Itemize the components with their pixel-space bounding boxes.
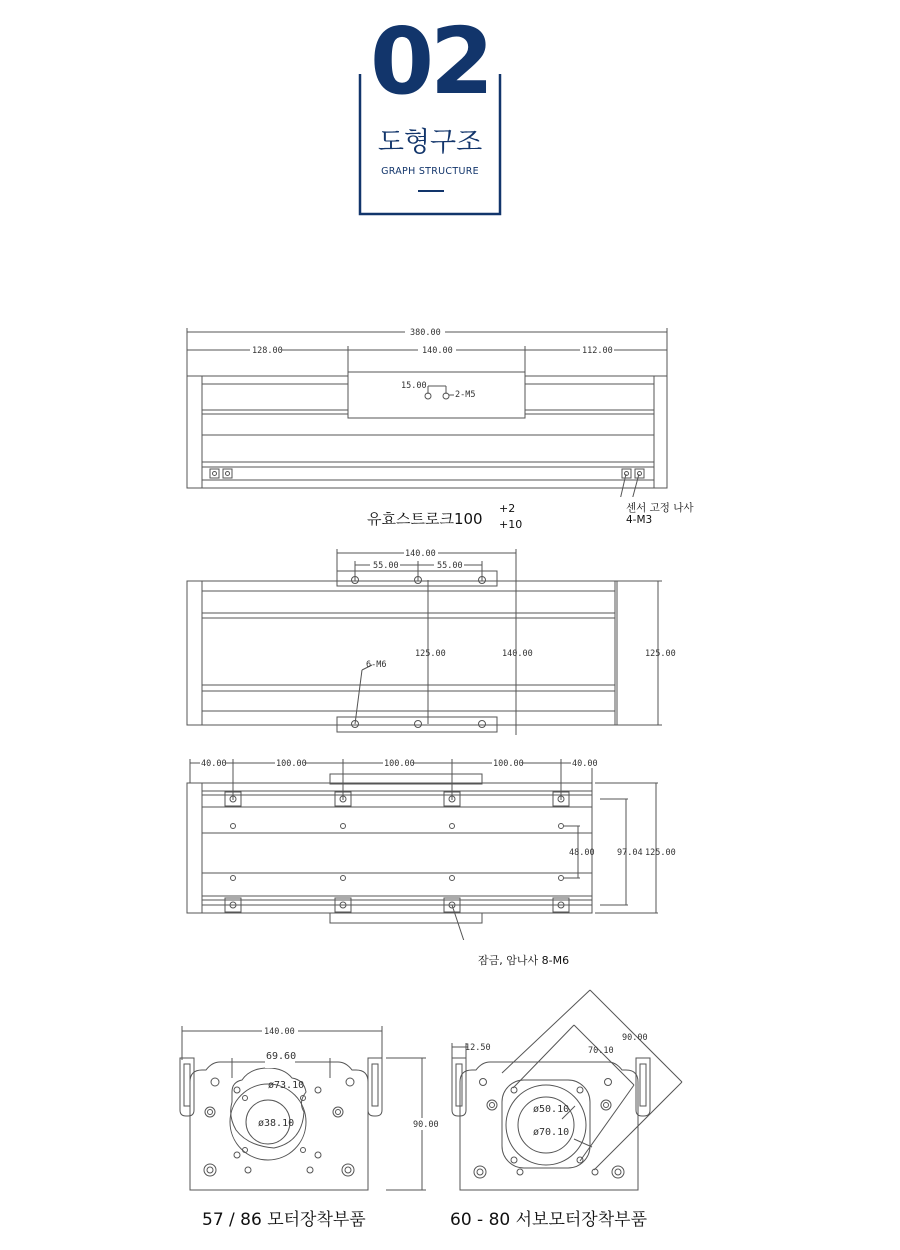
tolerance-upper: +2 xyxy=(499,502,516,515)
tolerance-lower: +10 xyxy=(499,518,523,531)
hole-label: 6-M6 xyxy=(366,660,387,670)
bolt-label: 잠금, 암나사 8-M6 xyxy=(478,954,570,967)
slider-view-drawing xyxy=(180,545,680,740)
servo-mount-60-80-drawing xyxy=(440,985,690,1195)
dim-center: 140.00 xyxy=(422,346,453,356)
dim-v2: 140.00 xyxy=(502,649,533,659)
section-number: 02 xyxy=(369,8,491,115)
dim-side: 125.00 xyxy=(645,649,676,659)
dim-4: 100.00 xyxy=(493,759,524,769)
dim-v3: 125.00 xyxy=(645,848,676,858)
dim-v1: 48.00 xyxy=(569,848,595,858)
dim-height: 90.00 xyxy=(413,1120,439,1130)
sensor-spec: 4-M3 xyxy=(626,514,653,526)
dim-left: 128.00 xyxy=(252,346,283,356)
dim-1: 40.00 xyxy=(201,759,227,769)
dim-b: 55.00 xyxy=(437,561,463,571)
hole-label: 2-M5 xyxy=(455,390,476,400)
dim-diag-outer: 90.00 xyxy=(622,1033,648,1043)
dia-outer: ø70.10 xyxy=(533,1127,570,1138)
sensor-label: 센서 고정 나사 xyxy=(626,502,694,514)
motor-mount-57-86-drawing xyxy=(170,1020,450,1195)
dia-inner: ø50.10 xyxy=(533,1104,570,1115)
header-underline xyxy=(418,190,444,192)
top-view-drawing xyxy=(180,322,680,497)
dim-hole: 15.00 xyxy=(401,381,427,391)
dim-a: 55.00 xyxy=(373,561,399,571)
section-title: 도형구조 xyxy=(377,127,483,158)
bottom-view-drawing xyxy=(180,755,680,940)
dim-total: 380.00 xyxy=(410,328,441,338)
dim-5: 40.00 xyxy=(572,759,598,769)
stroke-label: 유효스트로크100 xyxy=(367,510,483,528)
dim-diag-inner: 70.10 xyxy=(588,1046,614,1056)
section-subtitle: GRAPH STRUCTURE xyxy=(381,166,479,177)
dim-2: 100.00 xyxy=(276,759,307,769)
dim-inner: 69.60 xyxy=(266,1051,297,1062)
dim-v2: 97.04 xyxy=(617,848,643,858)
dim-v1: 125.00 xyxy=(415,649,446,659)
dia-outer: ø73.10 xyxy=(268,1080,305,1091)
dim-3: 100.00 xyxy=(384,759,415,769)
dim-edge: 12.50 xyxy=(465,1043,491,1053)
dim-top: 140.00 xyxy=(405,549,436,559)
caption-57-86: 57 / 86 모터장착부품 xyxy=(202,1210,366,1230)
dim-width: 140.00 xyxy=(264,1027,295,1037)
caption-60-80: 60 - 80 서보모터장착부품 xyxy=(450,1210,647,1230)
dim-right: 112.00 xyxy=(582,346,613,356)
dia-inner: ø38.10 xyxy=(258,1118,295,1129)
